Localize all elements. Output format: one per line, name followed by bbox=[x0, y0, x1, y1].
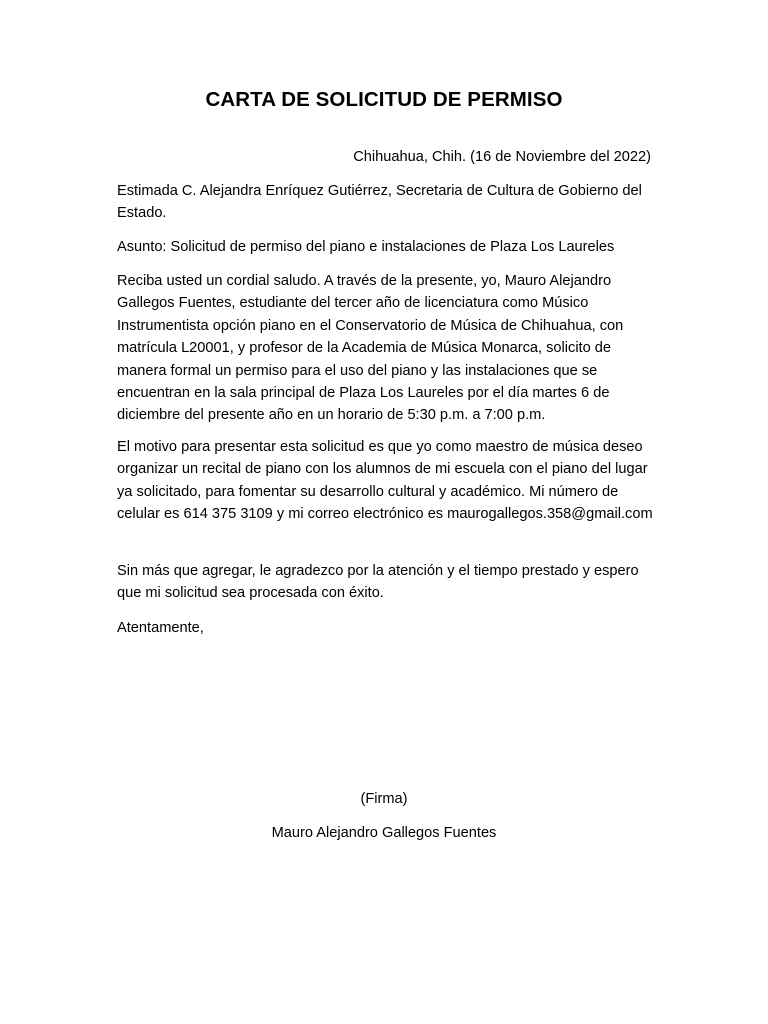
recipient-paragraph: Estimada C. Alejandra Enríquez Gutiérrez, Secretaria de Cultura de Gobierno del Estado. bbox=[117, 183, 642, 222]
reason-paragraph: El motivo para presentar esta solicitud es que yo como maestro de música deseo organizar un recital de piano con los alumnos de mi escuela con el piano del lugar ya solicitado, para fomentar su desarrollo cultural y académico. Mi número de celular es 614 375 3109 y mi correo electrónico es maurogallegos.358@gmail.com bbox=[117, 439, 653, 523]
signature-placeholder: (Firma) bbox=[360, 791, 408, 807]
closing-paragraph: Sin más que agregar, le agradezco por la atención y el tiempo prestado y espero que mi solicitud sea procesada con éxito. bbox=[117, 563, 639, 602]
intro-paragraph: Reciba usted un cordial saludo. A través de la presente, yo, Mauro Alejandro Gallegos Fuentes, estudiante del tercer año de licenciatura como Músico Instrumentista opción piano en el Conservatorio de Música de Chihuahua, con matrícula L20001, y profesor de la Academia de Música Monarca, solicito de manera formal un permiso para el uso del piano y las instalaciones que se encuentran en la sala principal de Plaza Los Laureles por el día martes 6 de diciembre del presente año en un horario de 5:30 p.m. a 7:00 p.m. bbox=[117, 273, 624, 424]
subject-line: Asunto: Solicitud de permiso del piano e instalaciones de Plaza Los Laureles bbox=[117, 239, 615, 255]
letter-title: CARTA DE SOLICITUD DE PERMISO bbox=[205, 88, 563, 111]
letter-date: Chihuahua, Chih. (16 de Noviembre del 2022) bbox=[353, 149, 651, 165]
signer-name: Mauro Alejandro Gallegos Fuentes bbox=[271, 825, 497, 841]
regards-line: Atentamente, bbox=[117, 620, 204, 636]
